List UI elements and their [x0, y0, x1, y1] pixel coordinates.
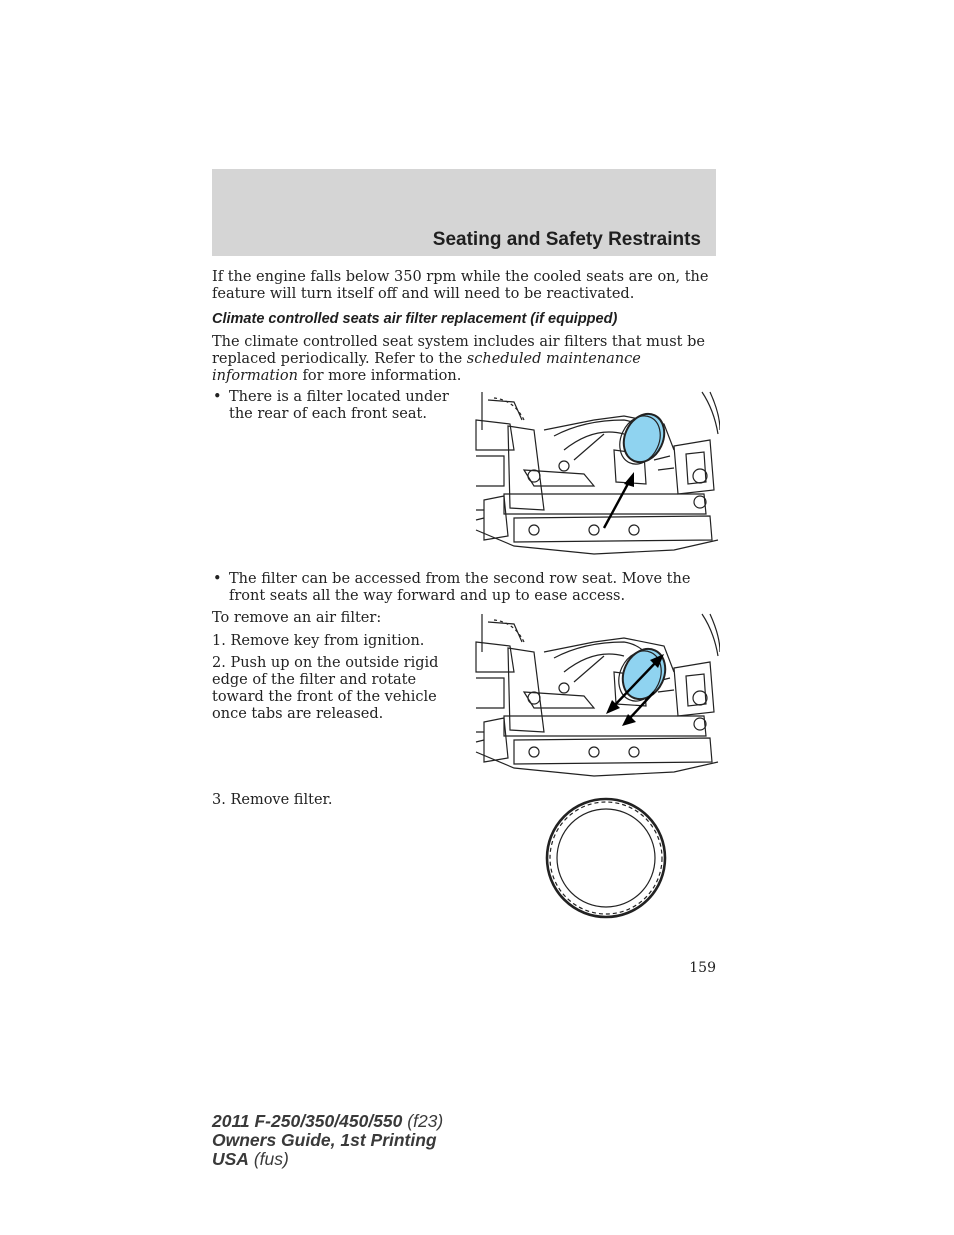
page-number: 159 [689, 960, 716, 976]
air-filter-illustration [543, 795, 669, 921]
step-push-rotate: 2. Push up on the outside rigid edge of the filter and rotate toward the front of the vehicle once tabs are released. [212, 655, 439, 722]
engine-note-paragraph: If the engine falls below 350 rpm while the cooled seats are on, the feature will turn itself off and will need to be reactivated. [212, 269, 709, 302]
intro-text-before: The climate controlled seat system includes air filters that must be replaced periodically. Refer to the [212, 334, 705, 367]
seat-filter-location-illustration [474, 390, 720, 558]
filter-replacement-subheading: Climate controlled seats air filter replacement (if equipped) [212, 311, 618, 327]
footer-line-region: USA (fus) [212, 1149, 289, 1169]
document-footer [212, 1112, 443, 1169]
bullet-icon: • [213, 571, 222, 587]
bullet-icon: • [213, 389, 222, 405]
step-remove-filter: 3. Remove filter. [212, 792, 333, 808]
step-remove-key: 1. Remove key from ignition. [212, 633, 425, 649]
section-header-band [212, 169, 716, 256]
footer-line-printing: Owners Guide, 1st Printing [212, 1130, 437, 1150]
footer-line-model: 2011 F-250/350/450/550 (f23) [212, 1111, 444, 1131]
bullet-filter-location: There is a filter located under the rear of each front seat. [229, 389, 449, 422]
bullet-access-instructions: The filter can be accessed from the second row seat. Move the front seats all the way forward and up to ease access. [229, 571, 691, 604]
intro-text-after: for more information. [297, 368, 462, 384]
maintenance-reference: scheduled maintenance information [212, 351, 641, 384]
filter-rotate-illustration [474, 612, 720, 780]
intro-paragraph [212, 334, 716, 385]
steps-intro: To remove an air filter: [212, 610, 382, 626]
section-title: Seating and Safety Restraints [432, 229, 701, 250]
